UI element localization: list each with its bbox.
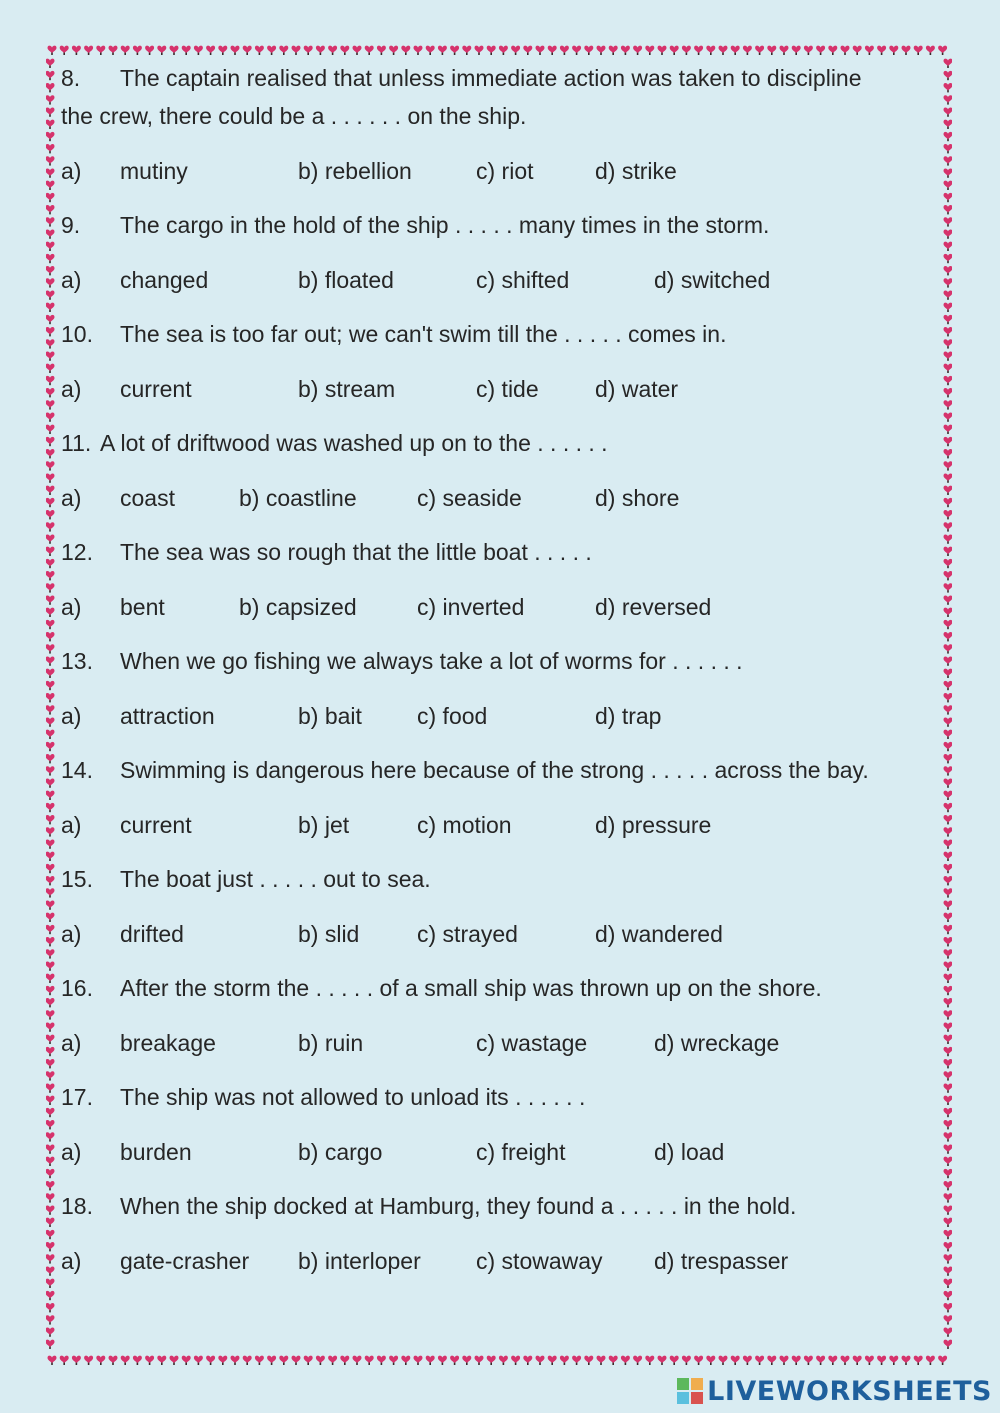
answer-option[interactable]: b) interloper <box>298 1248 421 1274</box>
answer-option[interactable]: b) cargo <box>298 1139 383 1165</box>
answer-option[interactable]: c) wastage <box>476 1030 588 1056</box>
answer-option[interactable]: d) pressure <box>595 812 712 838</box>
answer-option[interactable]: burden <box>120 1139 192 1165</box>
answer-option[interactable]: b) ruin <box>298 1030 364 1056</box>
question-number: 10. <box>61 321 93 347</box>
answer-option[interactable]: c) shifted <box>476 267 570 293</box>
answer-option[interactable]: breakage <box>120 1030 216 1056</box>
question-text: The cargo in the hold of the ship . . . . . many times in the storm. <box>120 212 770 238</box>
question-number: 12. <box>61 539 93 565</box>
answer-option[interactable]: c) tide <box>476 376 539 402</box>
answer-option[interactable]: changed <box>120 267 209 293</box>
question-text: The captain realised that unless immediate action was taken to discipline <box>120 65 862 91</box>
question-number: 9. <box>61 212 81 238</box>
answer-option[interactable]: bent <box>120 594 165 620</box>
question-number: 8. <box>61 65 81 91</box>
answer-option[interactable]: d) load <box>654 1139 725 1165</box>
answer-option[interactable]: c) seaside <box>417 485 522 511</box>
answer-option[interactable]: b) capsized <box>239 594 357 620</box>
answer-option[interactable]: b) bait <box>298 703 362 729</box>
answer-option[interactable]: d) shore <box>595 485 680 511</box>
answer-option[interactable]: d) strike <box>595 158 677 184</box>
question-text: The sea is too far out; we can't swim till the . . . . . comes in. <box>120 321 727 347</box>
answer-option[interactable]: d) trap <box>595 703 662 729</box>
question-number: 15. <box>61 866 93 892</box>
answer-option[interactable]: current <box>120 812 192 838</box>
question-text: the crew, there could be a . . . . . . on the ship. <box>61 103 527 129</box>
answer-option[interactable]: d) wandered <box>595 921 723 947</box>
answer-option[interactable]: drifted <box>120 921 184 947</box>
option-letter: a) <box>61 594 82 620</box>
answer-option[interactable]: d) reversed <box>595 594 712 620</box>
liveworksheets-logo <box>677 1375 992 1407</box>
question-text: The boat just . . . . . out to sea. <box>120 866 431 892</box>
logo-text: LIVEWORKSHEETS <box>707 1375 992 1407</box>
answer-option[interactable]: c) motion <box>417 812 512 838</box>
option-letter: a) <box>61 812 82 838</box>
answer-option[interactable]: b) floated <box>298 267 394 293</box>
question-text: The sea was so rough that the little boat . . . . . <box>120 539 592 565</box>
answer-option[interactable]: d) trespasser <box>654 1248 789 1274</box>
answer-option[interactable]: c) riot <box>476 158 534 184</box>
question-number: 17. <box>61 1084 93 1110</box>
question-text: When the ship docked at Hamburg, they found a . . . . . in the hold. <box>120 1193 797 1219</box>
answer-option[interactable]: c) strayed <box>417 921 518 947</box>
option-letter: a) <box>61 158 82 184</box>
answer-option[interactable]: c) food <box>417 703 488 729</box>
answer-option[interactable]: b) jet <box>298 812 350 838</box>
answer-option[interactable]: attraction <box>120 703 215 729</box>
answer-option[interactable]: b) rebellion <box>298 158 412 184</box>
option-letter: a) <box>61 267 82 293</box>
option-letter: a) <box>61 1139 82 1165</box>
question-text: After the storm the . . . . . of a small ship was thrown up on the shore. <box>120 975 822 1001</box>
option-letter: a) <box>61 703 82 729</box>
option-letter: a) <box>61 921 82 947</box>
option-letter: a) <box>61 1030 82 1056</box>
answer-option[interactable]: d) switched <box>654 267 771 293</box>
answer-option[interactable]: c) stowaway <box>476 1248 603 1274</box>
question-text: When we go fishing we always take a lot of worms for . . . . . . <box>120 648 743 674</box>
answer-option[interactable]: c) inverted <box>417 594 525 620</box>
question-number: 16. <box>61 975 93 1001</box>
question-text: A lot of driftwood was washed up on to the . . . . . . <box>100 430 608 456</box>
option-letter: a) <box>61 1248 82 1274</box>
logo-icon <box>677 1378 703 1404</box>
answer-option[interactable]: d) water <box>595 376 679 402</box>
answer-option[interactable]: d) wreckage <box>654 1030 780 1056</box>
question-number: 13. <box>61 648 93 674</box>
question-text: The ship was not allowed to unload its . . . . . . <box>120 1084 586 1110</box>
answer-option[interactable]: mutiny <box>120 158 188 184</box>
answer-option[interactable]: current <box>120 376 192 402</box>
answer-option[interactable]: b) stream <box>298 376 396 402</box>
answer-option[interactable]: c) freight <box>476 1139 566 1165</box>
answer-option[interactable]: coast <box>120 485 175 511</box>
option-letter: a) <box>61 485 82 511</box>
answer-option[interactable]: gate-crasher <box>120 1248 250 1274</box>
question-text: Swimming is dangerous here because of the strong . . . . . across the bay. <box>120 757 869 783</box>
question-number: 14. <box>61 757 93 783</box>
question-number: 11. <box>61 430 92 456</box>
question-number: 18. <box>61 1193 93 1219</box>
answer-option[interactable]: b) coastline <box>239 485 357 511</box>
option-letter: a) <box>61 376 82 402</box>
answer-option[interactable]: b) slid <box>298 921 360 947</box>
